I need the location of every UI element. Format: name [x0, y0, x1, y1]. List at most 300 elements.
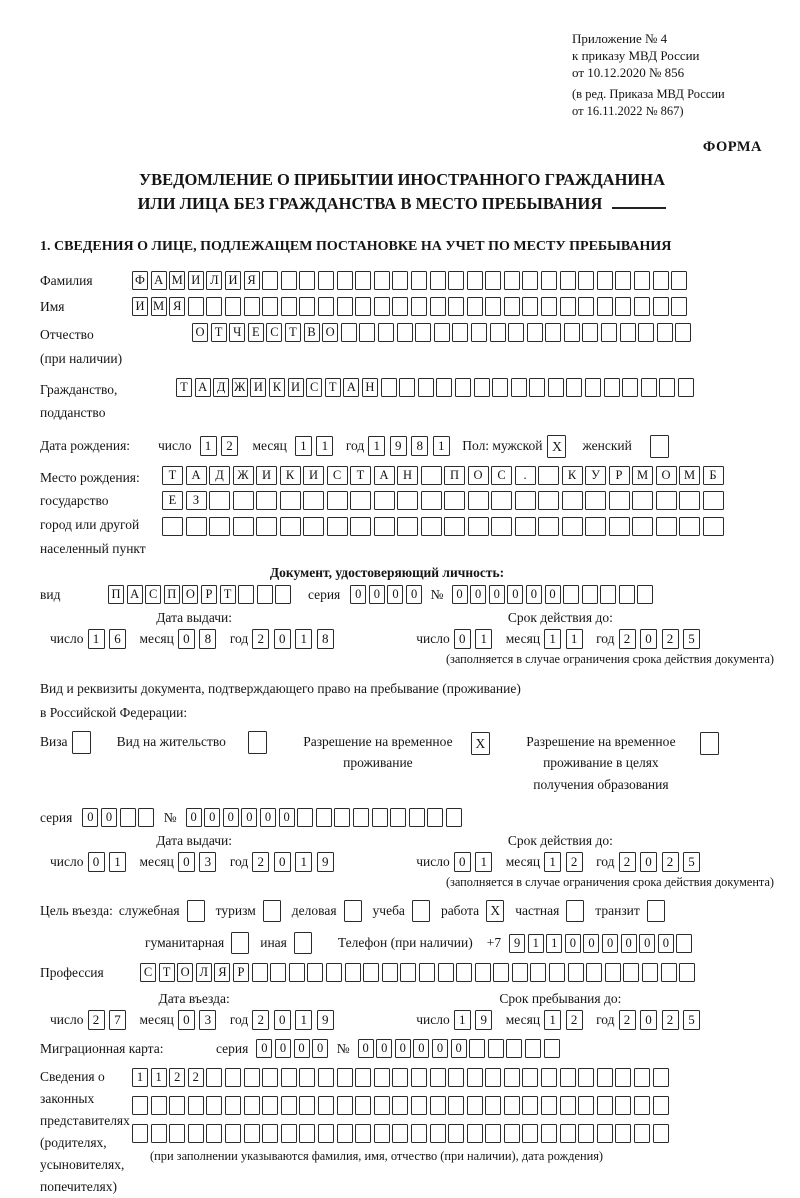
- char-cell[interactable]: [280, 491, 301, 510]
- char-cell[interactable]: [527, 323, 543, 342]
- char-cell[interactable]: [444, 491, 465, 510]
- char-cell[interactable]: [675, 323, 691, 342]
- option-checkbox[interactable]: [231, 932, 249, 954]
- char-cell[interactable]: [508, 323, 524, 342]
- char-cell[interactable]: [444, 517, 465, 536]
- char-cell[interactable]: Р: [201, 585, 217, 604]
- char-cell[interactable]: [448, 1096, 464, 1115]
- char-cell[interactable]: 0: [256, 1039, 272, 1058]
- char-cell[interactable]: Я: [244, 271, 260, 290]
- char-cell[interactable]: 1: [368, 436, 385, 456]
- char-cell[interactable]: 0: [279, 808, 295, 827]
- char-cell[interactable]: 2: [88, 1010, 105, 1030]
- char-cell[interactable]: [209, 491, 230, 510]
- char-cell[interactable]: 0: [358, 1039, 374, 1058]
- char-cell[interactable]: [615, 271, 631, 290]
- char-cell[interactable]: [257, 585, 273, 604]
- char-cell[interactable]: [653, 297, 669, 316]
- char-cell[interactable]: 1: [544, 852, 561, 872]
- char-cell[interactable]: [638, 323, 654, 342]
- char-cell[interactable]: [151, 1124, 167, 1143]
- char-cell[interactable]: 0: [432, 1039, 448, 1058]
- char-cell[interactable]: [318, 1096, 334, 1115]
- char-cell[interactable]: [560, 297, 576, 316]
- char-cell[interactable]: [485, 1124, 501, 1143]
- char-cell[interactable]: [615, 1068, 631, 1087]
- char-cell[interactable]: [634, 271, 650, 290]
- char-cell[interactable]: [600, 585, 616, 604]
- char-cell[interactable]: [392, 1096, 408, 1115]
- char-cell[interactable]: [545, 323, 561, 342]
- char-cell[interactable]: [316, 808, 332, 827]
- char-cell[interactable]: [390, 808, 406, 827]
- char-cell[interactable]: [262, 1124, 278, 1143]
- char-cell[interactable]: [622, 378, 638, 397]
- char-cell[interactable]: С: [327, 466, 348, 485]
- char-cell[interactable]: [504, 1124, 520, 1143]
- char-cell[interactable]: [262, 1068, 278, 1087]
- char-cell[interactable]: 0: [260, 808, 276, 827]
- char-cell[interactable]: [656, 517, 677, 536]
- char-cell[interactable]: [238, 585, 254, 604]
- char-cell[interactable]: [563, 585, 579, 604]
- char-cell[interactable]: [374, 1068, 390, 1087]
- char-cell[interactable]: [138, 808, 154, 827]
- char-cell[interactable]: [225, 297, 241, 316]
- char-cell[interactable]: [337, 1124, 353, 1143]
- char-cell[interactable]: [467, 1124, 483, 1143]
- char-cell[interactable]: [653, 1068, 669, 1087]
- char-cell[interactable]: [206, 1124, 222, 1143]
- char-cell[interactable]: [548, 378, 564, 397]
- char-cell[interactable]: [411, 1124, 427, 1143]
- char-cell[interactable]: Т: [285, 323, 301, 342]
- char-cell[interactable]: [653, 1096, 669, 1115]
- char-cell[interactable]: [467, 271, 483, 290]
- char-cell[interactable]: [632, 517, 653, 536]
- char-cell[interactable]: 2: [619, 629, 636, 649]
- char-cell[interactable]: [397, 517, 418, 536]
- char-cell[interactable]: [280, 517, 301, 536]
- char-cell[interactable]: 0: [178, 1010, 195, 1030]
- char-cell[interactable]: [318, 271, 334, 290]
- char-cell[interactable]: 2: [169, 1068, 185, 1087]
- char-cell[interactable]: [515, 491, 536, 510]
- char-cell[interactable]: К: [280, 466, 301, 485]
- char-cell[interactable]: 9: [475, 1010, 492, 1030]
- char-cell[interactable]: 1: [109, 852, 126, 872]
- char-cell[interactable]: [206, 297, 222, 316]
- char-cell[interactable]: [225, 1096, 241, 1115]
- char-cell[interactable]: 2: [252, 629, 269, 649]
- char-cell[interactable]: [151, 1096, 167, 1115]
- char-cell[interactable]: 1: [454, 1010, 471, 1030]
- char-cell[interactable]: 9: [317, 852, 334, 872]
- char-cell[interactable]: [541, 1124, 557, 1143]
- char-cell[interactable]: [397, 491, 418, 510]
- char-cell[interactable]: [492, 378, 508, 397]
- option-checkbox[interactable]: [566, 900, 584, 922]
- char-cell[interactable]: О: [177, 963, 193, 982]
- char-cell[interactable]: А: [343, 378, 359, 397]
- temporary-residence-checkbox[interactable]: X: [471, 732, 490, 755]
- option-checkbox[interactable]: [294, 932, 312, 954]
- char-cell[interactable]: [419, 963, 435, 982]
- char-cell[interactable]: [455, 378, 471, 397]
- char-cell[interactable]: М: [679, 466, 700, 485]
- char-cell[interactable]: 0: [565, 934, 581, 953]
- char-cell[interactable]: [538, 517, 559, 536]
- char-cell[interactable]: С: [145, 585, 161, 604]
- char-cell[interactable]: [374, 297, 390, 316]
- char-cell[interactable]: 2: [566, 1010, 583, 1030]
- char-cell[interactable]: [448, 271, 464, 290]
- char-cell[interactable]: О: [468, 466, 489, 485]
- char-cell[interactable]: 1: [475, 852, 492, 872]
- char-cell[interactable]: Т: [159, 963, 175, 982]
- char-cell[interactable]: 1: [295, 1010, 312, 1030]
- char-cell[interactable]: 1: [151, 1068, 167, 1087]
- char-cell[interactable]: [132, 1124, 148, 1143]
- char-cell[interactable]: 1: [295, 852, 312, 872]
- char-cell[interactable]: 0: [376, 1039, 392, 1058]
- char-cell[interactable]: 5: [683, 629, 700, 649]
- char-cell[interactable]: Т: [325, 378, 341, 397]
- char-cell[interactable]: [703, 517, 724, 536]
- char-cell[interactable]: [511, 378, 527, 397]
- char-cell[interactable]: [485, 297, 501, 316]
- char-cell[interactable]: [392, 271, 408, 290]
- char-cell[interactable]: 0: [82, 808, 98, 827]
- char-cell[interactable]: [578, 297, 594, 316]
- char-cell[interactable]: [169, 1096, 185, 1115]
- char-cell[interactable]: 0: [88, 852, 105, 872]
- char-cell[interactable]: [485, 271, 501, 290]
- char-cell[interactable]: 1: [200, 436, 217, 456]
- char-cell[interactable]: [297, 808, 313, 827]
- char-cell[interactable]: И: [188, 271, 204, 290]
- char-cell[interactable]: [634, 1068, 650, 1087]
- char-cell[interactable]: [597, 297, 613, 316]
- char-cell[interactable]: [353, 808, 369, 827]
- char-cell[interactable]: [275, 585, 291, 604]
- char-cell[interactable]: 3: [199, 852, 216, 872]
- char-cell[interactable]: [206, 1068, 222, 1087]
- char-cell[interactable]: [703, 491, 724, 510]
- char-cell[interactable]: [281, 271, 297, 290]
- char-cell[interactable]: [209, 517, 230, 536]
- char-cell[interactable]: Б: [703, 466, 724, 485]
- char-cell[interactable]: 8: [411, 436, 428, 456]
- char-cell[interactable]: [256, 491, 277, 510]
- char-cell[interactable]: Ж: [232, 378, 248, 397]
- char-cell[interactable]: [355, 1096, 371, 1115]
- char-cell[interactable]: [318, 297, 334, 316]
- char-cell[interactable]: 6: [109, 629, 126, 649]
- char-cell[interactable]: [522, 1096, 538, 1115]
- char-cell[interactable]: [341, 323, 357, 342]
- char-cell[interactable]: [504, 271, 520, 290]
- char-cell[interactable]: [400, 963, 416, 982]
- char-cell[interactable]: 0: [640, 852, 657, 872]
- char-cell[interactable]: [244, 1068, 260, 1087]
- char-cell[interactable]: [560, 1096, 576, 1115]
- char-cell[interactable]: [392, 297, 408, 316]
- char-cell[interactable]: 0: [275, 1039, 291, 1058]
- char-cell[interactable]: Е: [248, 323, 264, 342]
- char-cell[interactable]: 1: [295, 436, 312, 456]
- char-cell[interactable]: [601, 323, 617, 342]
- visa-checkbox[interactable]: [72, 731, 91, 754]
- char-cell[interactable]: [656, 491, 677, 510]
- char-cell[interactable]: Н: [362, 378, 378, 397]
- char-cell[interactable]: [623, 963, 639, 982]
- char-cell[interactable]: О: [656, 466, 677, 485]
- char-cell[interactable]: [469, 1039, 485, 1058]
- char-cell[interactable]: П: [444, 466, 465, 485]
- char-cell[interactable]: 0: [395, 1039, 411, 1058]
- char-cell[interactable]: [359, 323, 375, 342]
- char-cell[interactable]: 0: [178, 852, 195, 872]
- char-cell[interactable]: [637, 585, 653, 604]
- char-cell[interactable]: [661, 963, 677, 982]
- char-cell[interactable]: [619, 585, 635, 604]
- char-cell[interactable]: [679, 491, 700, 510]
- char-cell[interactable]: [430, 297, 446, 316]
- char-cell[interactable]: [671, 271, 687, 290]
- char-cell[interactable]: [541, 1068, 557, 1087]
- char-cell[interactable]: [355, 1124, 371, 1143]
- char-cell[interactable]: [382, 963, 398, 982]
- char-cell[interactable]: [169, 1124, 185, 1143]
- char-cell[interactable]: [430, 271, 446, 290]
- char-cell[interactable]: 1: [88, 629, 105, 649]
- char-cell[interactable]: 1: [433, 436, 450, 456]
- char-cell[interactable]: [427, 808, 443, 827]
- char-cell[interactable]: И: [225, 271, 241, 290]
- char-cell[interactable]: Т: [350, 466, 371, 485]
- char-cell[interactable]: [299, 1068, 315, 1087]
- char-cell[interactable]: [188, 1124, 204, 1143]
- char-cell[interactable]: 2: [221, 436, 238, 456]
- char-cell[interactable]: Н: [397, 466, 418, 485]
- char-cell[interactable]: [560, 1068, 576, 1087]
- char-cell[interactable]: [262, 297, 278, 316]
- char-cell[interactable]: [430, 1068, 446, 1087]
- char-cell[interactable]: Я: [169, 297, 185, 316]
- char-cell[interactable]: С: [140, 963, 156, 982]
- char-cell[interactable]: 1: [316, 436, 333, 456]
- char-cell[interactable]: [642, 963, 658, 982]
- char-cell[interactable]: [634, 1124, 650, 1143]
- char-cell[interactable]: В: [304, 323, 320, 342]
- char-cell[interactable]: [562, 491, 583, 510]
- char-cell[interactable]: [350, 517, 371, 536]
- char-cell[interactable]: [421, 491, 442, 510]
- char-cell[interactable]: 2: [252, 1010, 269, 1030]
- char-cell[interactable]: 2: [188, 1068, 204, 1087]
- char-cell[interactable]: [586, 963, 602, 982]
- char-cell[interactable]: [378, 323, 394, 342]
- char-cell[interactable]: [337, 1068, 353, 1087]
- char-cell[interactable]: [281, 1096, 297, 1115]
- char-cell[interactable]: [299, 271, 315, 290]
- char-cell[interactable]: [653, 271, 669, 290]
- char-cell[interactable]: И: [256, 466, 277, 485]
- char-cell[interactable]: [186, 517, 207, 536]
- char-cell[interactable]: [418, 378, 434, 397]
- char-cell[interactable]: А: [151, 271, 167, 290]
- char-cell[interactable]: [522, 1124, 538, 1143]
- char-cell[interactable]: [657, 323, 673, 342]
- char-cell[interactable]: [582, 323, 598, 342]
- char-cell[interactable]: 0: [602, 934, 618, 953]
- char-cell[interactable]: [307, 963, 323, 982]
- char-cell[interactable]: [262, 1096, 278, 1115]
- char-cell[interactable]: [578, 1096, 594, 1115]
- char-cell[interactable]: [225, 1124, 241, 1143]
- char-cell[interactable]: [671, 297, 687, 316]
- char-cell[interactable]: [522, 297, 538, 316]
- char-cell[interactable]: [676, 934, 692, 953]
- char-cell[interactable]: [488, 1039, 504, 1058]
- option-checkbox[interactable]: [412, 900, 430, 922]
- char-cell[interactable]: 0: [507, 585, 523, 604]
- char-cell[interactable]: [421, 517, 442, 536]
- char-cell[interactable]: 0: [101, 808, 117, 827]
- option-checkbox[interactable]: [647, 900, 665, 922]
- char-cell[interactable]: 9: [509, 934, 525, 953]
- char-cell[interactable]: 0: [274, 852, 291, 872]
- char-cell[interactable]: [289, 963, 305, 982]
- char-cell[interactable]: 3: [199, 1010, 216, 1030]
- char-cell[interactable]: 0: [274, 1010, 291, 1030]
- temporary-residence-education-checkbox[interactable]: [700, 732, 719, 755]
- char-cell[interactable]: 0: [545, 585, 561, 604]
- char-cell[interactable]: [233, 517, 254, 536]
- char-cell[interactable]: [609, 491, 630, 510]
- char-cell[interactable]: 0: [274, 629, 291, 649]
- char-cell[interactable]: [538, 491, 559, 510]
- char-cell[interactable]: [372, 808, 388, 827]
- char-cell[interactable]: А: [374, 466, 395, 485]
- char-cell[interactable]: К: [269, 378, 285, 397]
- residence-permit-checkbox[interactable]: [248, 731, 267, 754]
- char-cell[interactable]: [374, 517, 395, 536]
- char-cell[interactable]: С: [266, 323, 282, 342]
- char-cell[interactable]: [585, 491, 606, 510]
- char-cell[interactable]: 0: [451, 1039, 467, 1058]
- char-cell[interactable]: [363, 963, 379, 982]
- char-cell[interactable]: [597, 1096, 613, 1115]
- char-cell[interactable]: Ж: [233, 466, 254, 485]
- char-cell[interactable]: Т: [176, 378, 192, 397]
- char-cell[interactable]: [541, 271, 557, 290]
- char-cell[interactable]: У: [585, 466, 606, 485]
- char-cell[interactable]: [434, 323, 450, 342]
- char-cell[interactable]: [430, 1096, 446, 1115]
- char-cell[interactable]: 0: [387, 585, 403, 604]
- char-cell[interactable]: 0: [454, 629, 471, 649]
- char-cell[interactable]: 9: [317, 1010, 334, 1030]
- char-cell[interactable]: О: [322, 323, 338, 342]
- char-cell[interactable]: [578, 1124, 594, 1143]
- char-cell[interactable]: [421, 466, 442, 485]
- char-cell[interactable]: [430, 1124, 446, 1143]
- char-cell[interactable]: 0: [369, 585, 385, 604]
- char-cell[interactable]: И: [250, 378, 266, 397]
- char-cell[interactable]: Л: [206, 271, 222, 290]
- char-cell[interactable]: М: [632, 466, 653, 485]
- char-cell[interactable]: 0: [350, 585, 366, 604]
- char-cell[interactable]: [303, 491, 324, 510]
- char-cell[interactable]: [467, 1068, 483, 1087]
- char-cell[interactable]: [337, 1096, 353, 1115]
- char-cell[interactable]: К: [562, 466, 583, 485]
- char-cell[interactable]: [327, 517, 348, 536]
- char-cell[interactable]: [334, 808, 350, 827]
- char-cell[interactable]: 0: [312, 1039, 328, 1058]
- char-cell[interactable]: 0: [526, 585, 542, 604]
- char-cell[interactable]: [244, 1124, 260, 1143]
- char-cell[interactable]: [578, 1068, 594, 1087]
- char-cell[interactable]: [392, 1068, 408, 1087]
- char-cell[interactable]: [345, 963, 361, 982]
- char-cell[interactable]: [468, 491, 489, 510]
- char-cell[interactable]: [632, 491, 653, 510]
- char-cell[interactable]: 0: [640, 629, 657, 649]
- char-cell[interactable]: [452, 323, 468, 342]
- char-cell[interactable]: [541, 297, 557, 316]
- char-cell[interactable]: 0: [639, 934, 655, 953]
- char-cell[interactable]: [615, 1096, 631, 1115]
- char-cell[interactable]: Т: [162, 466, 183, 485]
- char-cell[interactable]: [679, 517, 700, 536]
- char-cell[interactable]: Д: [209, 466, 230, 485]
- char-cell[interactable]: [438, 963, 454, 982]
- char-cell[interactable]: [355, 297, 371, 316]
- char-cell[interactable]: 0: [658, 934, 674, 953]
- char-cell[interactable]: [436, 378, 452, 397]
- char-cell[interactable]: 0: [204, 808, 220, 827]
- char-cell[interactable]: [585, 378, 601, 397]
- char-cell[interactable]: [605, 963, 621, 982]
- char-cell[interactable]: [448, 1124, 464, 1143]
- char-cell[interactable]: 0: [406, 585, 422, 604]
- char-cell[interactable]: [485, 1068, 501, 1087]
- char-cell[interactable]: [299, 1124, 315, 1143]
- char-cell[interactable]: [350, 491, 371, 510]
- char-cell[interactable]: [415, 323, 431, 342]
- char-cell[interactable]: [615, 1124, 631, 1143]
- char-cell[interactable]: [493, 963, 509, 982]
- char-cell[interactable]: [337, 271, 353, 290]
- char-cell[interactable]: [578, 271, 594, 290]
- char-cell[interactable]: 0: [452, 585, 468, 604]
- char-cell[interactable]: [504, 1068, 520, 1087]
- char-cell[interactable]: [374, 271, 390, 290]
- char-cell[interactable]: [299, 1096, 315, 1115]
- char-cell[interactable]: Е: [162, 491, 183, 510]
- char-cell[interactable]: П: [164, 585, 180, 604]
- char-cell[interactable]: О: [192, 323, 208, 342]
- char-cell[interactable]: [538, 466, 559, 485]
- char-cell[interactable]: .: [515, 466, 536, 485]
- char-cell[interactable]: 2: [252, 852, 269, 872]
- char-cell[interactable]: [411, 1068, 427, 1087]
- char-cell[interactable]: [337, 297, 353, 316]
- char-cell[interactable]: [491, 517, 512, 536]
